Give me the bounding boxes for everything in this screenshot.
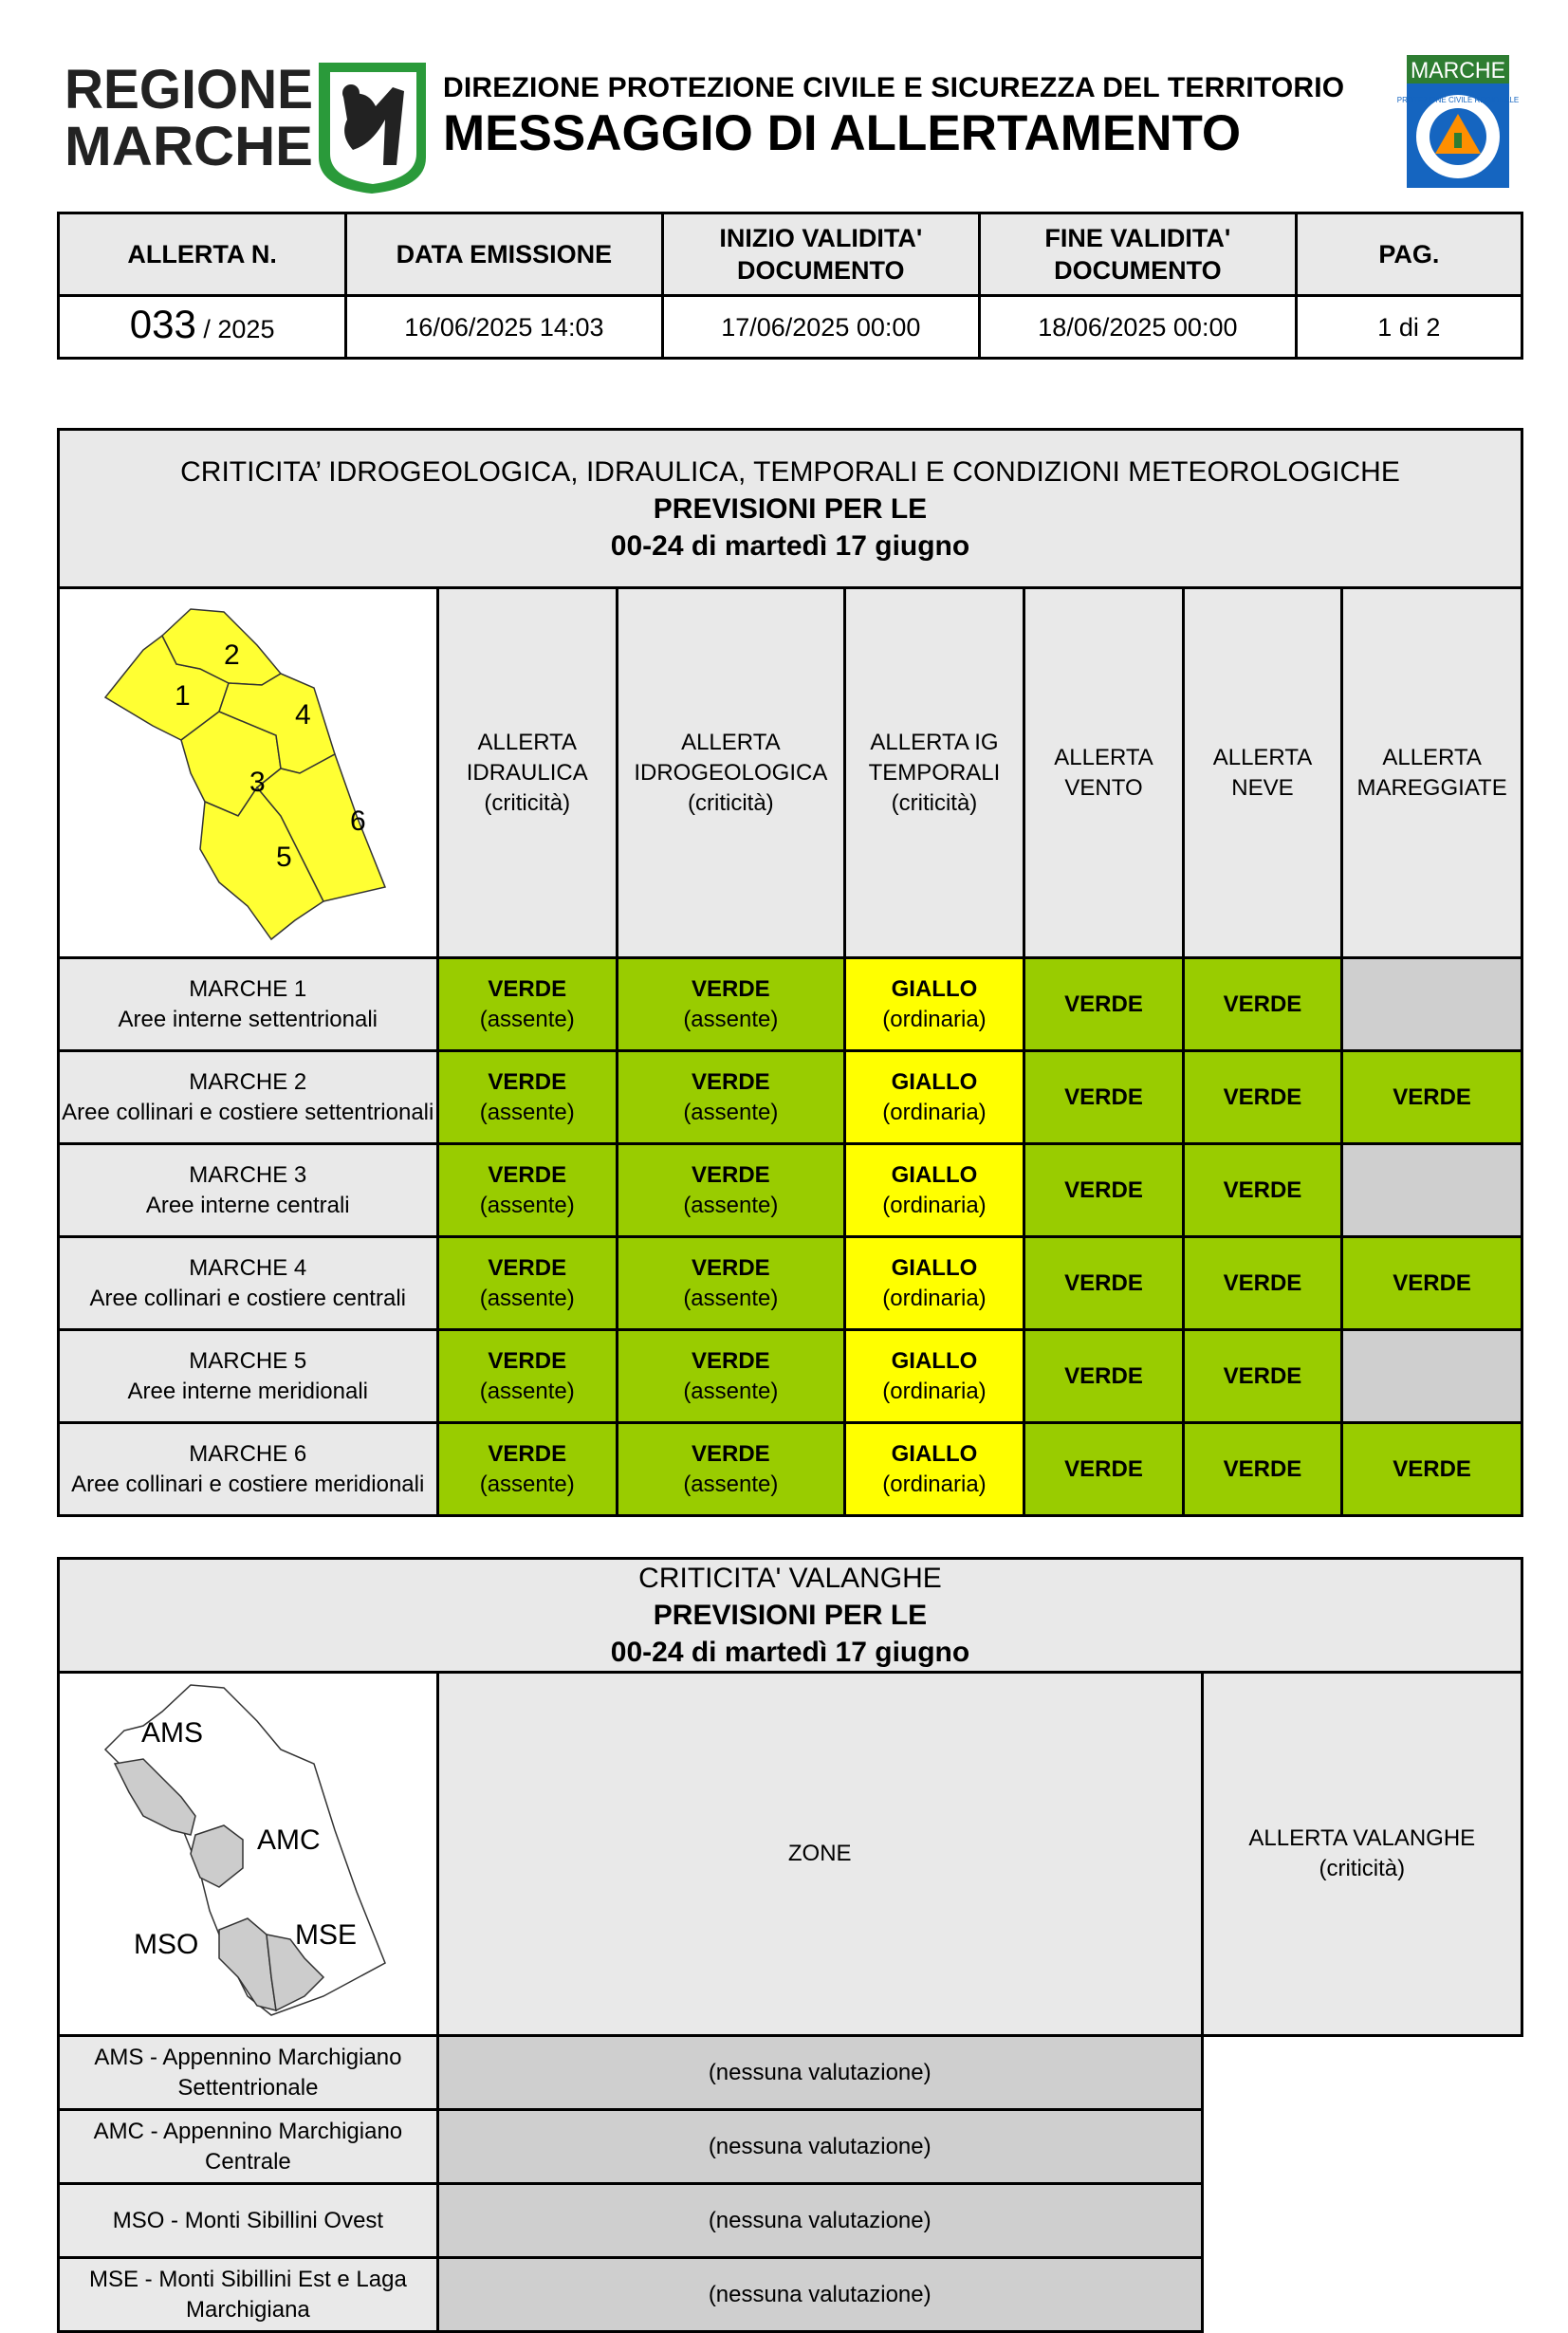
alert-level: VERDE — [488, 1161, 567, 1188]
alert-severity: (assente) — [683, 1378, 779, 1404]
header-page: PAG. — [1296, 213, 1522, 296]
zone-name: MARCHE 4 — [189, 1254, 307, 1281]
alert-level: VERDE — [488, 975, 567, 1002]
alert-level: GIALLO — [891, 1254, 978, 1281]
col-header-idrogeologica-l2: IDROGEOLOGICA — [634, 759, 828, 786]
alert-level-cell — [1342, 1237, 1522, 1330]
weather-forecast-date: 00-24 di martedì 17 giugno — [610, 529, 970, 562]
marche-zones-map — [86, 598, 409, 949]
alert-level: VERDE — [1064, 1083, 1143, 1110]
zone-description: Aree interne meridionali — [127, 1378, 368, 1404]
avalanche-col-alert-label: ALLERTA VALANGHE — [1248, 1825, 1476, 1851]
zone-name: MARCHE 3 — [189, 1161, 307, 1188]
col-header-idraulica-l3: (criticità) — [484, 789, 571, 816]
zone-name-cell — [59, 958, 438, 1051]
alert-level-cell — [437, 1330, 617, 1423]
alert-level: VERDE — [691, 1161, 770, 1188]
alert-level: VERDE — [1223, 1269, 1302, 1296]
alert-level-cell — [1342, 1051, 1522, 1144]
alert-level-cell — [617, 1237, 844, 1330]
alert-level-cell — [844, 1144, 1024, 1237]
zone-row — [59, 1051, 1522, 1144]
alert-info-table — [57, 212, 1523, 360]
avalanche-col-alert — [1202, 1673, 1522, 2036]
logo-text-regione: REGIONE — [65, 59, 313, 120]
alert-level: VERDE — [488, 1254, 567, 1281]
alert-level: VERDE — [1393, 1455, 1471, 1482]
col-header-idraulica-l2: IDRAULICA — [466, 759, 588, 786]
avalanche-zone: MSO - Monti Sibillini Ovest — [59, 2184, 438, 2258]
alert-severity: (assente) — [683, 1006, 779, 1032]
alert-level: VERDE — [1223, 1176, 1302, 1203]
col-header-temporali-l1: ALLERTA IG — [870, 729, 999, 755]
zone-description: Aree collinari e costiere settentrionali — [62, 1099, 434, 1125]
alert-level-cell — [1183, 1051, 1341, 1144]
col-header-neve-l1: ALLERTA — [1212, 744, 1313, 770]
avalanche-value: (nessuna valutazione) — [437, 2036, 1202, 2110]
avalanche-title-cell — [59, 1559, 1522, 1673]
alert-severity: (assente) — [683, 1192, 779, 1218]
zone-name: MARCHE 6 — [189, 1440, 307, 1467]
col-header-mareggiate — [1342, 588, 1522, 958]
alert-level-cell — [617, 1330, 844, 1423]
avalanche-alert-table — [57, 1557, 1523, 2333]
avalanche-zones-map — [86, 1674, 409, 2034]
alert-level: VERDE — [691, 1254, 770, 1281]
alert-level-cell — [617, 1051, 844, 1144]
regione-marche-logo — [63, 59, 428, 195]
avalanche-col-alert-sub: (criticità) — [1319, 1856, 1406, 1881]
alert-severity: (assente) — [479, 1378, 575, 1404]
zone-description: Aree collinari e costiere meridionali — [71, 1471, 425, 1497]
map-label-mso: MSO — [134, 1929, 199, 1960]
col-header-temporali — [844, 588, 1024, 958]
alert-level: VERDE — [691, 1068, 770, 1095]
zone-name-cell — [59, 1051, 438, 1144]
avalanche-forecast-date: 00-24 di martedì 17 giugno — [610, 1637, 970, 1668]
alert-year: / 2025 — [203, 315, 275, 343]
validity-start: 17/06/2025 00:00 — [662, 296, 980, 359]
zone-row — [59, 1330, 1522, 1423]
alert-level: VERDE — [488, 1440, 567, 1467]
avalanche-row — [59, 2036, 1522, 2110]
alert-level: VERDE — [691, 975, 770, 1002]
zone-name: MARCHE 2 — [189, 1068, 307, 1095]
alert-level-cell — [437, 1051, 617, 1144]
alert-level: VERDE — [691, 1347, 770, 1374]
validity-end: 18/06/2025 00:00 — [980, 296, 1297, 359]
zone-description: Aree collinari e costiere centrali — [89, 1285, 406, 1311]
map-label-ams: AMS — [141, 1717, 204, 1749]
alert-severity: (assente) — [683, 1471, 779, 1497]
col-header-idrogeologica-l1: ALLERTA — [681, 729, 781, 755]
alert-level: VERDE — [1393, 1269, 1471, 1296]
map-label-6: 6 — [350, 805, 366, 837]
avalanche-value: (nessuna valutazione) — [437, 2184, 1202, 2258]
department-name: DIREZIONE PROTEZIONE CIVILE E SICUREZZA DEL TERRITORIO — [443, 72, 1345, 103]
alert-level: VERDE — [1223, 1083, 1302, 1110]
header-validity-end-label: FINE VALIDITA' DOCUMENTO — [1044, 224, 1231, 285]
avalanche-forecast-label: PREVISIONI PER LE — [653, 1600, 928, 1631]
badge-text-marche: MARCHE — [1411, 58, 1505, 83]
col-header-idraulica — [437, 588, 617, 958]
page-number: 1 di 2 — [1296, 296, 1522, 359]
col-header-idrogeologica — [617, 588, 844, 958]
zone-name-cell — [59, 1144, 438, 1237]
avalanche-title: CRITICITA' VALANGHE — [638, 1563, 942, 1594]
col-header-neve-l2: NEVE — [1231, 774, 1294, 801]
col-header-temporali-l2: TEMPORALI — [868, 759, 1001, 786]
zone-name: MARCHE 5 — [189, 1347, 307, 1374]
alert-level: GIALLO — [891, 1068, 978, 1095]
map-label-1: 1 — [175, 679, 191, 712]
alert-severity: (assente) — [479, 1471, 575, 1497]
avalanche-value: (nessuna valutazione) — [437, 2258, 1202, 2332]
alert-level: VERDE — [691, 1440, 770, 1467]
header-alert-number: ALLERTA N. — [59, 213, 346, 296]
alert-severity: (ordinaria) — [882, 1285, 987, 1311]
alert-level-cell — [437, 958, 617, 1051]
alert-level-cell — [844, 1237, 1024, 1330]
alert-level-cell — [437, 1237, 617, 1330]
weather-title: CRITICITA’ IDROGEOLOGICA, IDRAULICA, TEMPORALI E CONDIZIONI METEOROLOGICHE — [180, 455, 1400, 488]
col-header-mareggiate-l2: MAREGGIATE — [1356, 774, 1507, 801]
zone-name: MARCHE 1 — [189, 975, 307, 1002]
header-validity-end — [980, 213, 1297, 296]
avalanche-col-zones: ZONE — [437, 1673, 1202, 2036]
alert-level-cell — [1024, 958, 1183, 1051]
alert-level-cell — [1342, 1330, 1522, 1423]
col-header-vento — [1024, 588, 1183, 958]
alert-level: VERDE — [488, 1347, 567, 1374]
zone-description: Aree interne settentrionali — [118, 1006, 378, 1032]
col-header-neve — [1183, 588, 1341, 958]
alert-level-cell — [844, 1330, 1024, 1423]
avalanche-row — [59, 2258, 1522, 2332]
emission-date: 16/06/2025 14:03 — [346, 296, 662, 359]
alert-level: GIALLO — [891, 1440, 978, 1467]
alert-severity: (assente) — [479, 1192, 575, 1218]
map-label-5: 5 — [276, 841, 292, 873]
alert-level: VERDE — [1064, 991, 1143, 1017]
alert-level: VERDE — [1223, 1455, 1302, 1482]
alert-level: GIALLO — [891, 1347, 978, 1374]
col-header-idrogeologica-l3: (criticità) — [688, 789, 774, 816]
alert-level-cell — [617, 1423, 844, 1516]
zone-row — [59, 1237, 1522, 1330]
col-header-idraulica-l1: ALLERTA — [477, 729, 577, 755]
logo-text-marche: MARCHE — [65, 116, 313, 177]
alert-level-cell — [1024, 1144, 1183, 1237]
alert-level-cell — [1024, 1237, 1183, 1330]
alert-level-cell — [1183, 1237, 1341, 1330]
weather-title-cell — [59, 430, 1522, 588]
avalanche-zone: AMS - Appennino Marchigiano Settentrionale — [59, 2036, 438, 2110]
alert-level-cell — [1183, 1423, 1341, 1516]
map-label-mse: MSE — [295, 1919, 358, 1951]
avalanche-map-cell — [59, 1673, 438, 2036]
alert-level-cell — [1024, 1051, 1183, 1144]
alert-level: VERDE — [1223, 991, 1302, 1017]
weather-alert-table — [57, 428, 1523, 1517]
zone-row — [59, 1144, 1522, 1237]
alert-level: GIALLO — [891, 1161, 978, 1188]
alert-level-cell — [617, 1144, 844, 1237]
alert-level-cell — [1342, 1423, 1522, 1516]
alert-severity: (ordinaria) — [882, 1099, 987, 1125]
alert-level-cell — [844, 1423, 1024, 1516]
zone-name-cell — [59, 1237, 438, 1330]
col-header-vento-l2: VENTO — [1064, 774, 1143, 801]
alert-level: VERDE — [488, 1068, 567, 1095]
alert-level-cell — [1342, 958, 1522, 1051]
map-label-amc: AMC — [257, 1824, 322, 1856]
header-emission-date: DATA EMISSIONE — [346, 213, 662, 296]
alert-level-cell — [844, 1051, 1024, 1144]
header-validity-start — [662, 213, 980, 296]
alert-level: VERDE — [1064, 1362, 1143, 1389]
alert-level: VERDE — [1064, 1176, 1143, 1203]
protezione-civile-badge — [1396, 55, 1520, 188]
alert-number-cell — [59, 296, 346, 359]
alert-number: 033 — [129, 302, 196, 346]
map-label-4: 4 — [295, 698, 311, 731]
alert-level-cell — [437, 1423, 617, 1516]
map-label-2: 2 — [224, 639, 240, 671]
zones-map-cell — [59, 588, 438, 958]
alert-severity: (assente) — [683, 1285, 779, 1311]
alert-severity: (assente) — [479, 1285, 575, 1311]
zone-name-cell — [59, 1423, 438, 1516]
alert-severity: (assente) — [479, 1099, 575, 1125]
avalanche-row — [59, 2110, 1522, 2184]
alert-level-cell — [437, 1144, 617, 1237]
alert-level-cell — [1183, 1330, 1341, 1423]
alert-level-cell — [844, 958, 1024, 1051]
map-label-3: 3 — [249, 766, 266, 798]
page-title: MESSAGGIO DI ALLERTAMENTO — [443, 105, 1242, 161]
col-header-temporali-l3: (criticità) — [891, 789, 978, 816]
avalanche-value: (nessuna valutazione) — [437, 2110, 1202, 2184]
zone-row — [59, 958, 1522, 1051]
alert-level-cell — [1024, 1330, 1183, 1423]
alert-level: GIALLO — [891, 975, 978, 1002]
header-validity-start-label: INIZIO VALIDITA' DOCUMENTO — [719, 224, 923, 285]
col-header-mareggiate-l1: ALLERTA — [1382, 744, 1482, 770]
alert-level: VERDE — [1393, 1083, 1471, 1110]
alert-level-cell — [1183, 958, 1341, 1051]
alert-severity: (assente) — [479, 1006, 575, 1032]
alert-level-cell — [617, 958, 844, 1051]
zone-description: Aree interne centrali — [145, 1192, 350, 1218]
zone-name-cell — [59, 1330, 438, 1423]
alert-level-cell — [1342, 1144, 1522, 1237]
alert-level: VERDE — [1064, 1455, 1143, 1482]
avalanche-zone: AMC - Appennino Marchigiano Centrale — [59, 2110, 438, 2184]
alert-level-cell — [1183, 1144, 1341, 1237]
alert-severity: (assente) — [683, 1099, 779, 1125]
zone-row — [59, 1423, 1522, 1516]
alert-severity: (ordinaria) — [882, 1192, 987, 1218]
alert-level: VERDE — [1064, 1269, 1143, 1296]
weather-forecast-label: PREVISIONI PER LE — [653, 492, 928, 525]
alert-level-cell — [1024, 1423, 1183, 1516]
avalanche-zone: MSE - Monti Sibillini Est e Laga Marchigiana — [59, 2258, 438, 2332]
alert-severity: (ordinaria) — [882, 1471, 987, 1497]
avalanche-row — [59, 2184, 1522, 2258]
alert-severity: (ordinaria) — [882, 1378, 987, 1404]
col-header-vento-l1: ALLERTA — [1054, 744, 1153, 770]
alert-severity: (ordinaria) — [882, 1006, 987, 1032]
alert-level: VERDE — [1223, 1362, 1302, 1389]
badge-ring-text: PROTEZIONE CIVILE REGIONALE — [1396, 96, 1520, 104]
